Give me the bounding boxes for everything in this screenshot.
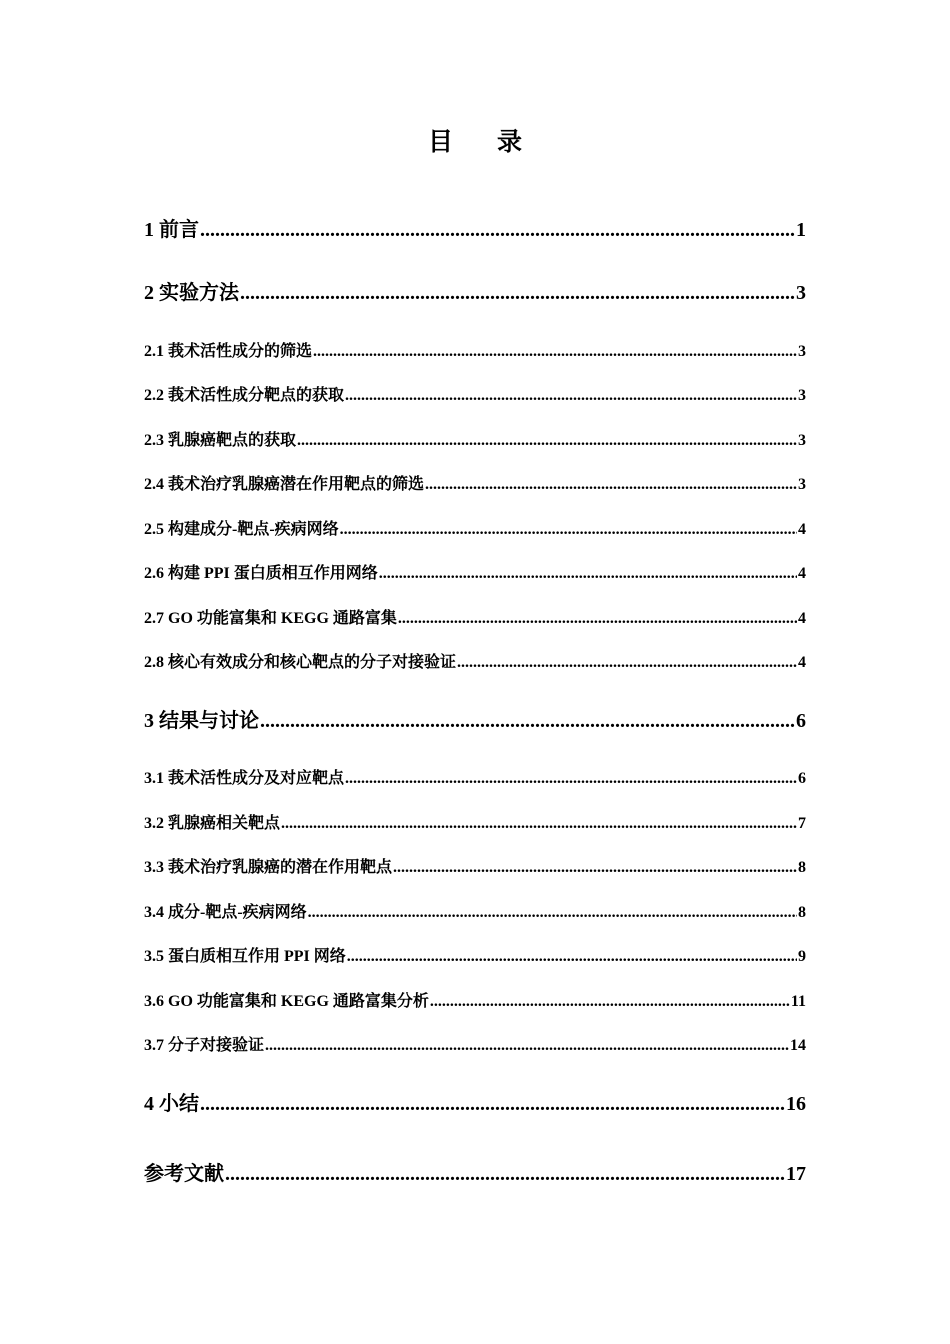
toc-entry[interactable] <box>144 707 806 735</box>
toc-entry[interactable] <box>144 1035 806 1057</box>
toc-entry-page: 4 <box>798 610 806 627</box>
dot-leader <box>457 652 797 674</box>
toc-entry-label: 2.1 莪术活性成分的筛选 <box>144 343 313 360</box>
toc-entry-page: 6 <box>796 710 806 732</box>
toc-entry[interactable] <box>144 474 806 496</box>
dot-leader <box>425 474 797 496</box>
toc-entry[interactable] <box>144 991 806 1013</box>
toc-entry-page: 7 <box>798 815 806 832</box>
toc-entry-label: 3.6 GO 功能富集和 KEGG 通路富集分析 <box>144 993 429 1010</box>
dot-leader <box>345 768 797 790</box>
toc-entry-page: 8 <box>798 904 806 921</box>
toc-entry-page: 6 <box>798 770 806 787</box>
toc-entry-page: 16 <box>786 1093 806 1115</box>
dot-leader <box>265 1035 789 1057</box>
toc-entry-label: 4 小结 <box>144 1093 199 1115</box>
dot-leader <box>313 341 797 363</box>
toc-entry[interactable] <box>144 857 806 879</box>
toc-entry-page: 3 <box>798 387 806 404</box>
dot-leader <box>398 608 797 630</box>
toc-entry-page: 9 <box>798 948 806 965</box>
toc-entry[interactable] <box>144 1090 806 1118</box>
toc-entry-label: 3.3 莪术治疗乳腺癌的潜在作用靶点 <box>144 859 393 876</box>
toc-entry-page: 4 <box>798 521 806 538</box>
dot-leader <box>260 707 795 735</box>
dot-leader <box>281 813 797 835</box>
toc-entry[interactable] <box>144 341 806 363</box>
toc-entry-label: 3.5 蛋白质相互作用 PPI 网络 <box>144 948 346 965</box>
toc-entry-page: 11 <box>790 993 806 1010</box>
dot-leader <box>393 857 797 879</box>
toc-entry-label: 3.1 莪术活性成分及对应靶点 <box>144 770 345 787</box>
toc-entry-page: 17 <box>786 1163 806 1185</box>
toc-entry[interactable] <box>144 216 806 244</box>
toc-entry-page: 4 <box>798 654 806 671</box>
toc-entry-page: 3 <box>798 476 806 493</box>
toc-entry[interactable] <box>144 430 806 452</box>
toc-entry[interactable] <box>144 902 806 924</box>
toc-entry[interactable] <box>144 946 806 968</box>
dot-leader <box>347 946 797 968</box>
toc-entry-page: 4 <box>798 565 806 582</box>
dot-leader <box>297 430 797 452</box>
toc-entry-label: 2.6 构建 PPI 蛋白质相互作用网络 <box>144 565 378 582</box>
toc-entry-page: 3 <box>796 282 806 304</box>
toc-entry[interactable] <box>144 768 806 790</box>
toc-entry[interactable] <box>144 1160 806 1188</box>
toc-entry[interactable] <box>144 813 806 835</box>
toc-entry[interactable] <box>144 608 806 630</box>
toc-entry-label: 3.4 成分-靶点-疾病网络 <box>144 904 307 921</box>
toc-title: 目录 <box>427 127 566 156</box>
toc-entry-label: 2.4 莪术治疗乳腺癌潜在作用靶点的筛选 <box>144 476 425 493</box>
dot-leader <box>200 1090 785 1118</box>
dot-leader <box>340 519 797 541</box>
toc-entry[interactable] <box>144 279 806 307</box>
dot-leader <box>430 991 790 1013</box>
dot-leader <box>200 216 795 244</box>
toc-entry-label: 3 结果与讨论 <box>144 710 259 732</box>
toc-entry-label: 参考文献 <box>144 1163 224 1185</box>
toc-entry-label: 2 实验方法 <box>144 282 239 304</box>
toc-entry[interactable] <box>144 385 806 407</box>
dot-leader <box>240 279 795 307</box>
toc-entry-page: 3 <box>798 432 806 449</box>
dot-leader <box>379 563 797 585</box>
toc-entry-label: 2.5 构建成分-靶点-疾病网络 <box>144 521 339 538</box>
toc-entry[interactable] <box>144 519 806 541</box>
dot-leader <box>308 902 797 924</box>
toc-entry-label: 3.2 乳腺癌相关靶点 <box>144 815 281 832</box>
toc-entry-label: 1 前言 <box>144 219 199 241</box>
dot-leader <box>345 385 797 407</box>
toc-entry-label: 3.7 分子对接验证 <box>144 1037 265 1054</box>
toc-entry-label: 2.8 核心有效成分和核心靶点的分子对接验证 <box>144 654 457 671</box>
toc-entry-label: 2.3 乳腺癌靶点的获取 <box>144 432 297 449</box>
dot-leader <box>225 1160 785 1188</box>
toc-entry-label: 2.2 莪术活性成分靶点的获取 <box>144 387 345 404</box>
toc-entry-page: 1 <box>796 219 806 241</box>
toc-entry-label: 2.7 GO 功能富集和 KEGG 通路富集 <box>144 610 397 627</box>
toc-entry[interactable] <box>144 563 806 585</box>
toc-entry-page: 3 <box>798 343 806 360</box>
toc-entry-page: 8 <box>798 859 806 876</box>
toc-entry-page: 14 <box>790 1037 806 1054</box>
toc-entry[interactable] <box>144 652 806 674</box>
